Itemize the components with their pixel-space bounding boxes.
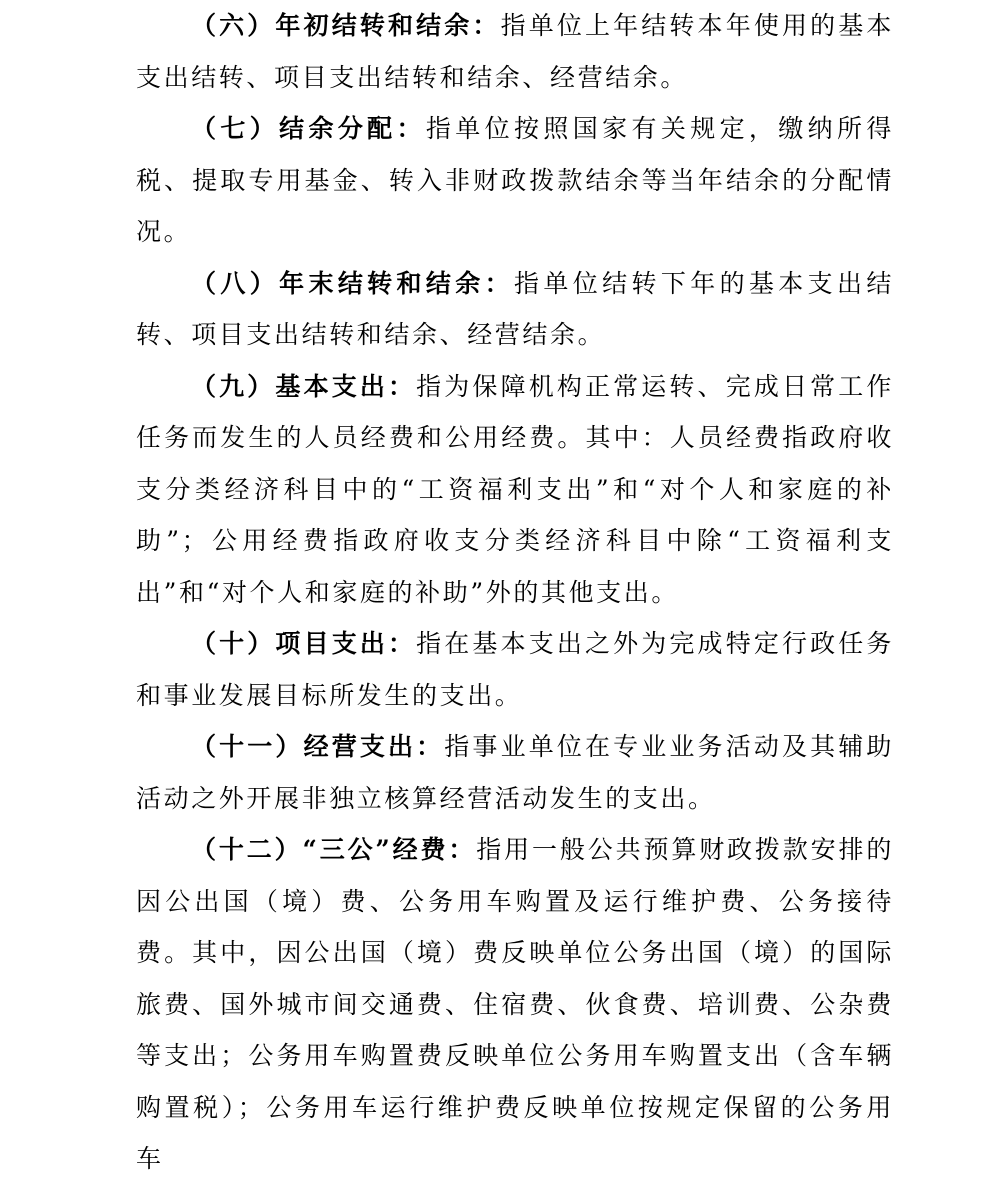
paragraph-6	[136, 0, 894, 103]
definition-8: 指单位结转下年的基本支出结转、项目支出结转和结余、经营结余。	[136, 268, 894, 349]
paragraph-11	[136, 721, 894, 824]
definition-12: 指用一般公共预算财政拨款安排的因公出国（境）费、公务用车购置及运行维护费、公务接待费。其中，因公出国（境）费反映单位公务出国（境）的国际旅费、国外城市间交通费、住宿费、伙食费、培训费、公杂费等支出；公务用车购置费反映单位公务用车购置支出（含车辆购置税）；公务用车运行维护费反映单位按规定保留的公务用车	[136, 835, 894, 1173]
term-8: （八）年末结转和结余：	[191, 268, 515, 298]
definition-6: 指单位上年结转本年使用的基本支出结转、项目支出结转和结余、经营结余。	[136, 11, 894, 92]
paragraph-8	[136, 258, 894, 361]
definition-9: 指为保障机构正常运转、完成日常工作任务而发生的人员经费和公用经费。其中：人员经费指政府收支分类经济科目中的“工资福利支出”和“对个人和家庭的补助”；公用经费指政府收支分类经济科目中除“工资福利支出”和“对个人和家庭的补助”外的其他支出。	[136, 371, 894, 607]
term-11: （十一）经营支出：	[191, 732, 445, 761]
definition-10: 指在基本支出之外为完成特定行政任务和事业发展目标所发生的支出。	[136, 629, 894, 710]
paragraph-12	[136, 824, 894, 1185]
term-7: （七）结余分配：	[191, 114, 426, 143]
term-10: （十）项目支出：	[191, 629, 417, 658]
definition-11: 指事业单位在专业业务活动及其辅助活动之外开展非独立核算经营活动发生的支出。	[136, 732, 894, 813]
term-9: （九）基本支出：	[191, 371, 417, 401]
definition-7: 指单位按照国家有关规定，缴纳所得税、提取专用基金、转入非财政拨款结余等当年结余的分配情况。	[136, 114, 894, 246]
document-body	[136, 0, 894, 1185]
paragraph-10	[136, 618, 894, 721]
term-12: （十二）“三公”经费：	[191, 835, 477, 864]
paragraph-7	[136, 103, 894, 258]
paragraph-9	[136, 361, 894, 619]
term-6: （六）年初结转和结余：	[191, 11, 501, 40]
